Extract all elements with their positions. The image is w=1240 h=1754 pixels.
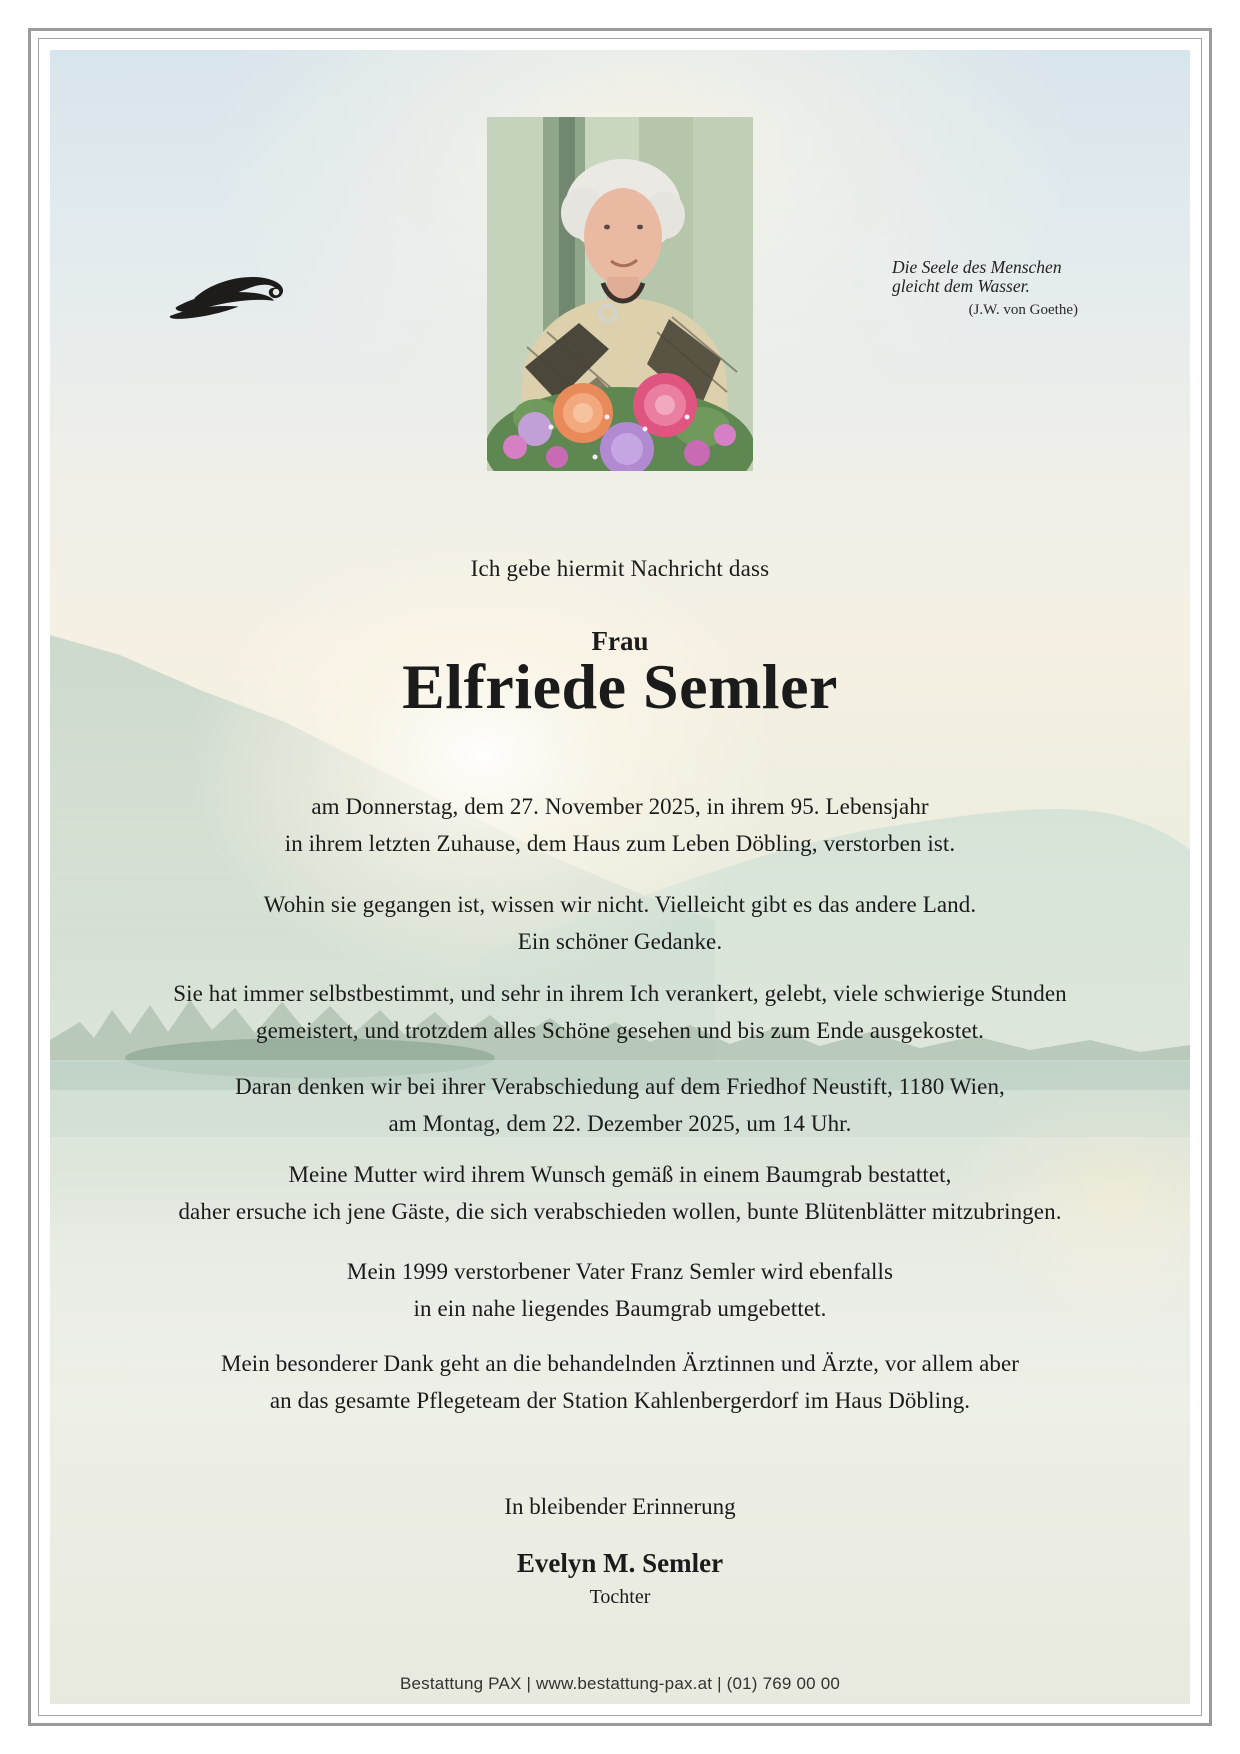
portrait-photo <box>487 117 753 471</box>
paragraph-line: in ihrem letzten Zuhause, dem Haus zum Leben Döbling, verstorben ist. <box>284 831 956 856</box>
paragraph-life-tribute <box>50 975 1190 1049</box>
paragraph-line: Mein 1999 verstorbener Vater Franz Semler wird ebenfalls <box>346 1259 894 1284</box>
paragraph-father-reburial <box>50 1253 1190 1327</box>
closing-line: In bleibender Erinnerung <box>504 1494 736 1519</box>
paragraph-line: Sie hat immer selbstbestimmt, und sehr in ihrem Ich verankert, gelebt, viele schwierige Stunden <box>173 981 1067 1006</box>
portrait-photo-graphic <box>487 117 753 471</box>
paragraph-line: an das gesamte Pflegeteam der Station Kahlenbergerdorf im Haus Döbling. <box>269 1388 971 1413</box>
funeral-home-footer: Bestattung PAX | www.bestattung-pax.at | (01) 769 00 00 <box>399 1674 841 1693</box>
paragraph-reflection <box>50 886 1190 960</box>
paragraph-line: Daran denken wir bei ihrer Verabschiedung auf dem Friedhof Neustift, 1180 Wien, <box>235 1074 1005 1099</box>
paragraph-line: Meine Mutter wird ihrem Wunsch gemäß in einem Baumgrab bestattet, <box>288 1162 952 1187</box>
card-content-area <box>50 50 1190 1704</box>
paragraph-line: Ein schöner Gedanke. <box>517 929 723 954</box>
paragraph-line: gemeistert, und trotzdem alles Schöne gesehen und bis zum Ende ausgekostet. <box>256 1018 984 1043</box>
paragraph-tree-burial <box>50 1156 1190 1230</box>
paragraph-line: am Montag, dem 22. Dezember 2025, um 14 Uhr. <box>388 1111 852 1136</box>
paragraph-line: Wohin sie gegangen ist, wissen wir nicht. Vielleicht gibt es das andere Land. <box>263 892 977 917</box>
paragraph-line: am Donnerstag, dem 27. November 2025, in ihrem 95. Lebensjahr <box>311 794 929 819</box>
quote-line-2: gleicht dem Wasser. <box>892 276 1030 296</box>
paragraph-death-details <box>50 788 1190 862</box>
wave-swoosh-icon <box>168 272 292 320</box>
salutation: Frau <box>591 626 649 656</box>
paragraph-thanks <box>50 1345 1190 1419</box>
paragraph-line: Mein besonderer Dank geht an die behandelnden Ärztinnen und Ärzte, vor allem aber <box>220 1351 1020 1376</box>
signature-name: Evelyn M. Semler <box>516 1548 724 1578</box>
deceased-name: Elfriede Semler <box>402 651 838 722</box>
quote-attribution: (J.W. von Goethe) <box>968 302 1078 318</box>
quote-line-1: Die Seele des Menschen <box>892 257 1062 277</box>
memorial-quote <box>892 258 1078 320</box>
signature-relation: Tochter <box>589 1586 651 1608</box>
paragraph-line: in ein nahe liegendes Baumgrab umgebettet. <box>413 1296 827 1321</box>
paragraph-funeral-details <box>50 1068 1190 1142</box>
paragraph-line: daher ersuche ich jene Gäste, die sich verabschieden wollen, bunte Blütenblätter mitzubringen. <box>178 1199 1062 1224</box>
announcement-intro: Ich gebe hiermit Nachricht dass <box>470 556 770 581</box>
